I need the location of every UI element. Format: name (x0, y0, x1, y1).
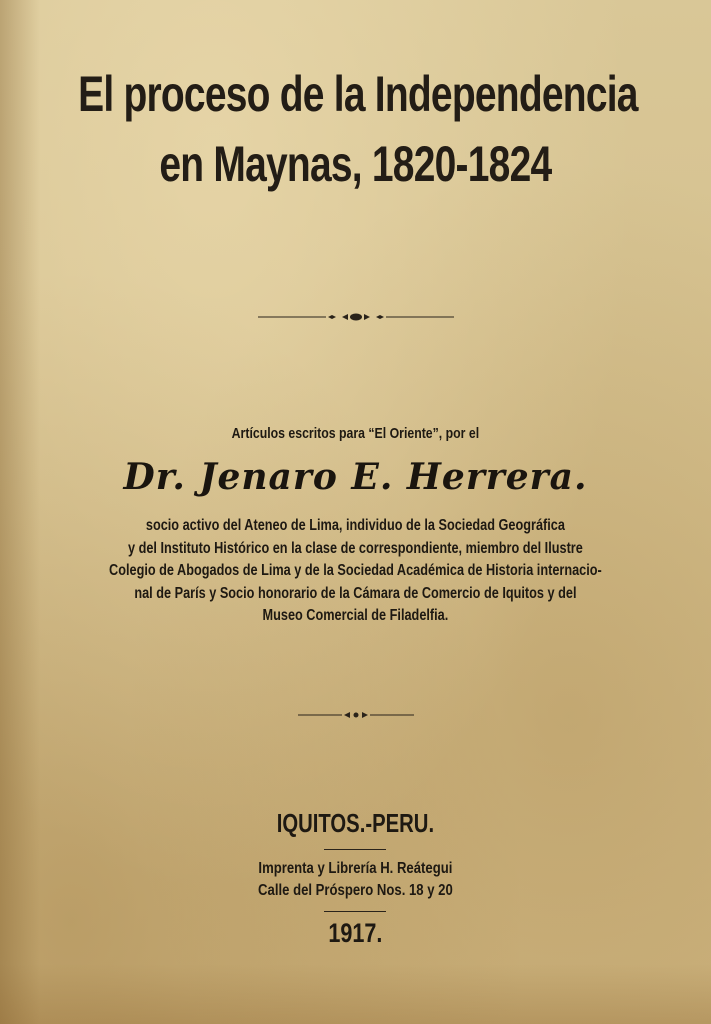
ornament-divider-top (0, 310, 711, 329)
title-line-1: El proceso de la Independencia (78, 66, 638, 122)
title-line-2: en Maynas, 1820-1824 (159, 136, 552, 192)
rule-divider (324, 911, 386, 912)
credentials-line: y del Instituto Histórico en la clase de correspondiente, miembro del Ilustre (127, 539, 583, 557)
page-bottom-stain (0, 964, 711, 1024)
credentials-line: socio activo del Ateneo de Lima, individuo de la Sociedad Geográfica (145, 517, 565, 534)
author-credentials (0, 515, 711, 628)
author-name: Dr. Jenaro E. Herrera. (123, 456, 588, 498)
publication-place: IQUITOS.-PERU. (276, 808, 435, 838)
credentials-line: nal de París y Socio honorario de la Cámara de Comercio de Iquitos y del (134, 584, 577, 602)
printer-line: Imprenta y Librería H. Reátegui (258, 860, 453, 877)
rule-divider (324, 849, 386, 850)
printer-info (0, 858, 711, 902)
printer-line: Calle del Próspero Nos. 18 y 20 (258, 882, 453, 899)
ornament-rule-icon (256, 310, 456, 324)
credentials-line: Museo Comercial de Filadelfia. (262, 607, 449, 624)
publication-year: 1917. (328, 918, 383, 948)
credentials-line: Colegio de Abogados de Lima y de la Sociedad Académica de Historia internacio- (109, 562, 602, 579)
ornament-small-icon (296, 709, 416, 721)
ornament-divider-bottom (0, 708, 711, 726)
intro-line: Artículos escritos para “El Oriente”, por el (231, 425, 480, 442)
